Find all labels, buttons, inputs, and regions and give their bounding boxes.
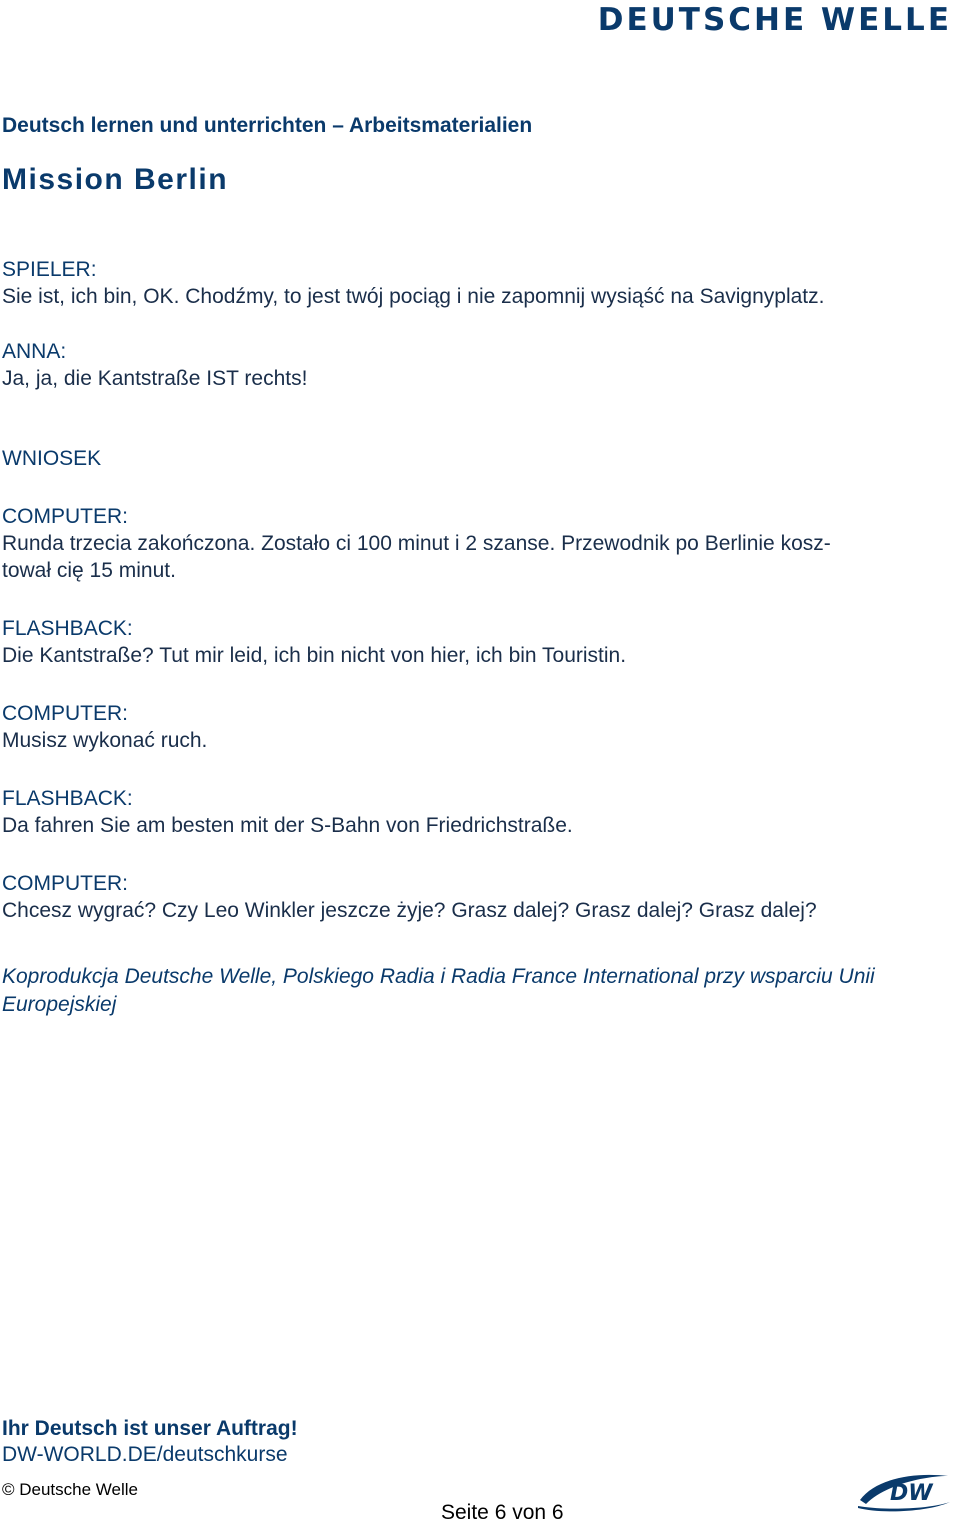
speaker-label-flashback-1: FLASHBACK:: [2, 617, 133, 640]
dialogue-line-computer-1b: tował cię 15 minut.: [2, 559, 176, 582]
dialogue-line-computer-2: Musisz wykonać ruch.: [2, 729, 208, 752]
dialogue-line-flashback-2: Da fahren Sie am besten mit der S-Bahn von Friedrichstraße.: [2, 814, 573, 837]
document-subtitle: Deutsch lernen und unterrichten – Arbeitsmaterialien: [2, 114, 533, 137]
dialogue-line-flashback-1: Die Kantstraße? Tut mir leid, ich bin nicht von hier, ich bin Touristin.: [2, 644, 627, 667]
footer-copyright: © Deutsche Welle: [2, 1480, 138, 1499]
dialogue-line-spieler: Sie ist, ich bin, OK. Chodźmy, to jest twój pociąg i nie zapomnij wysiąść na Savignyplatz.: [2, 285, 825, 308]
spacer: [2, 392, 942, 445]
spacer: [2, 754, 942, 785]
speaker-label-computer-3: COMPUTER:: [2, 872, 128, 895]
spacer: [2, 839, 942, 870]
speaker-label-spieler: SPIELER:: [2, 258, 97, 281]
dialogue-line-computer-3: Chcesz wygrać? Czy Leo Winkler jeszcze żyje? Grasz dalej? Grasz dalej? Grasz dalej?: [2, 899, 817, 922]
dw-logo-icon: [856, 1470, 952, 1512]
spacer: [2, 310, 942, 338]
dialogue-line-computer-1a: Runda trzecia zakończona. Zostało ci 100 minut i 2 szanse. Przewodnik po Berlinie kosz-: [2, 532, 831, 555]
dw-logo-text: DW: [890, 1481, 933, 1506]
speaker-label-computer-1: COMPUTER:: [2, 505, 128, 528]
footer-slogan: Ihr Deutsch ist unser Auftrag!: [2, 1417, 298, 1440]
section-label-wniosek: WNIOSEK: [2, 447, 102, 470]
dialogue-line-anna: Ja, ja, die Kantstraße IST rechts!: [2, 367, 308, 390]
footer-url-link[interactable]: DW-WORLD.DE/deutschkurse: [2, 1443, 288, 1466]
document-title: Mission Berlin: [2, 163, 229, 196]
speaker-label-computer-2: COMPUTER:: [2, 702, 128, 725]
page-number: Seite 6 von 6: [441, 1501, 564, 1524]
dialogue-transcript: [2, 256, 942, 924]
spacer: [2, 584, 942, 615]
spacer: [2, 472, 942, 503]
spacer: [2, 669, 942, 700]
coproduction-note: Koprodukcja Deutsche Welle, Polskiego Radia i Radia France International przy wsparciu Unii Europejskiej: [2, 965, 875, 1016]
speaker-label-anna: ANNA:: [2, 340, 67, 363]
brand-wordmark: DEUTSCHE WELLE: [597, 2, 952, 38]
speaker-label-flashback-2: FLASHBACK:: [2, 787, 133, 810]
